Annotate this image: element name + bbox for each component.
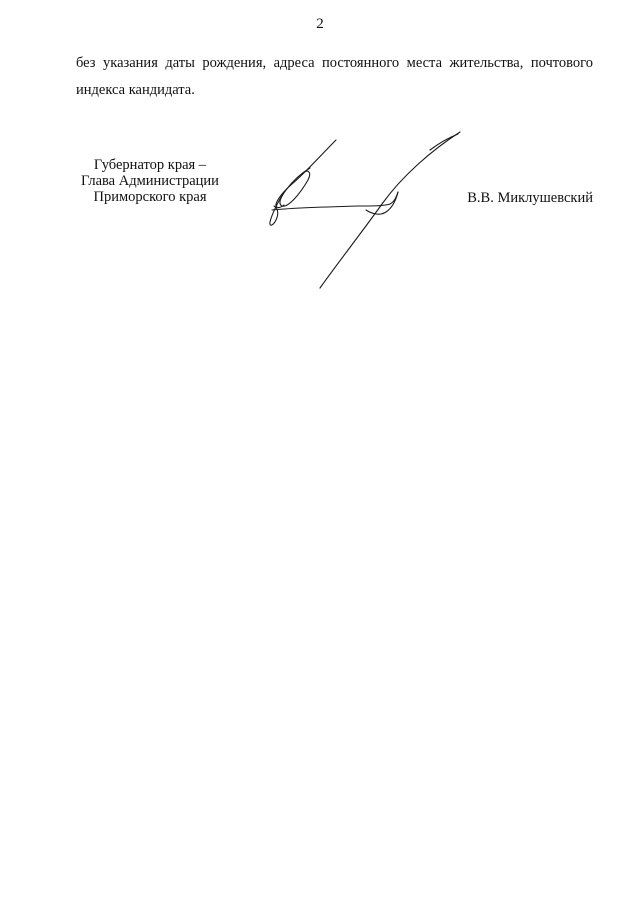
body-text-line: без указания даты рождения, адреса постоянного места жительства, почтового: [76, 55, 593, 71]
body-text-line: индекса кандидата.: [76, 82, 195, 98]
body-paragraph: [76, 50, 593, 104]
signature-stroke: [280, 168, 310, 206]
signer-name: В.В. Миклушевский: [467, 190, 593, 206]
signatory-title-line: Глава Администрации: [81, 173, 219, 189]
page-number: 2: [316, 16, 324, 32]
handwritten-signature: [262, 128, 462, 290]
signatory-title-line: Губернатор края –: [93, 157, 207, 173]
signature-stroke: [320, 132, 460, 288]
signature-stroke: [276, 140, 336, 208]
signatory-title: [60, 157, 240, 205]
signatory-title-line: Приморского края: [93, 189, 207, 205]
